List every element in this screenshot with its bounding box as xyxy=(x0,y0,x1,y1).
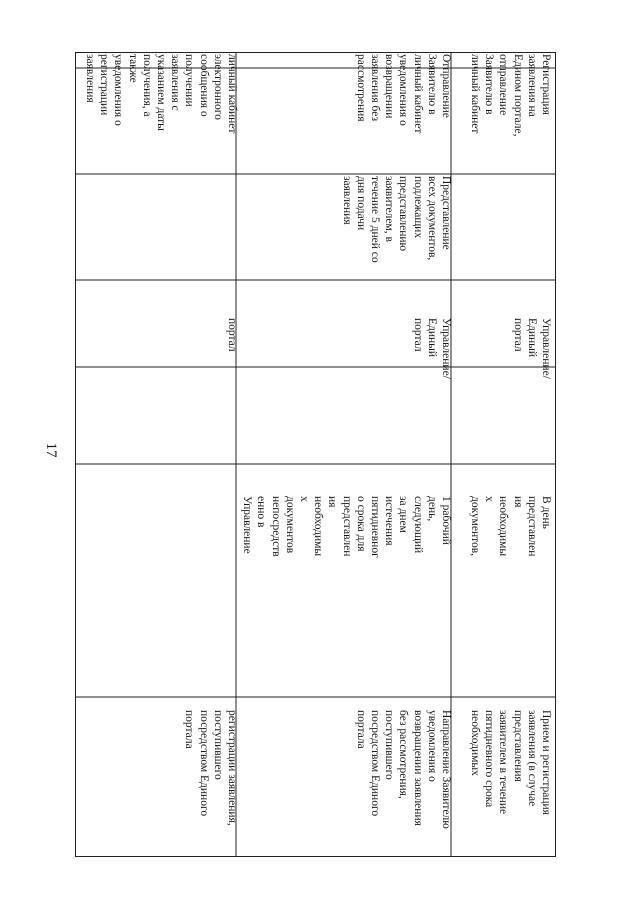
row2-system-cell: Управление/ Единый портал xyxy=(411,318,452,379)
page-number: 17 xyxy=(43,442,59,458)
row1-step-cell: регистрации заявления, поступившего посредством Единого портала xyxy=(183,710,238,826)
row2-result-cell: Отправление Заявителю в личный кабинет уведомления о возвращении заявления без рассмотрения xyxy=(354,54,452,134)
row2-step-cell: Направление Заявителю уведомления о возвращении заявления без рассмотрения, поступившего посредством Единого портала xyxy=(354,710,452,829)
row3-result-cell: Регистрация заявления на Едином портале, отправление Заявителю в личный кабинет xyxy=(468,54,552,137)
row1-result-cell: личный кабинет электронного сообщения о получении заявления с указанием даты получения, а также уведомления о регистрации заявления xyxy=(83,54,238,134)
row3-step-cell: Прием и регистрация заявления (в случае представления заявителем в течение пятидневного срока необходимых xyxy=(468,710,552,815)
row1-system-cell: портал xyxy=(226,318,238,352)
row3-term-cell: В день представлен ия необходимы х документов, xyxy=(468,496,552,557)
row2-term-cell: 1 рабочий день, следующий за днем истечения пятидневног о срока для представлен ия необходимы х документов непосредств енно в Управление xyxy=(241,496,452,558)
row2-criteria-cell: Представление всех документов, подлежащих представлению заявителем, в течение 5 дней со дня подачи заявления xyxy=(340,176,452,263)
row3-system-cell: Управление/ Единый портал xyxy=(511,318,552,379)
